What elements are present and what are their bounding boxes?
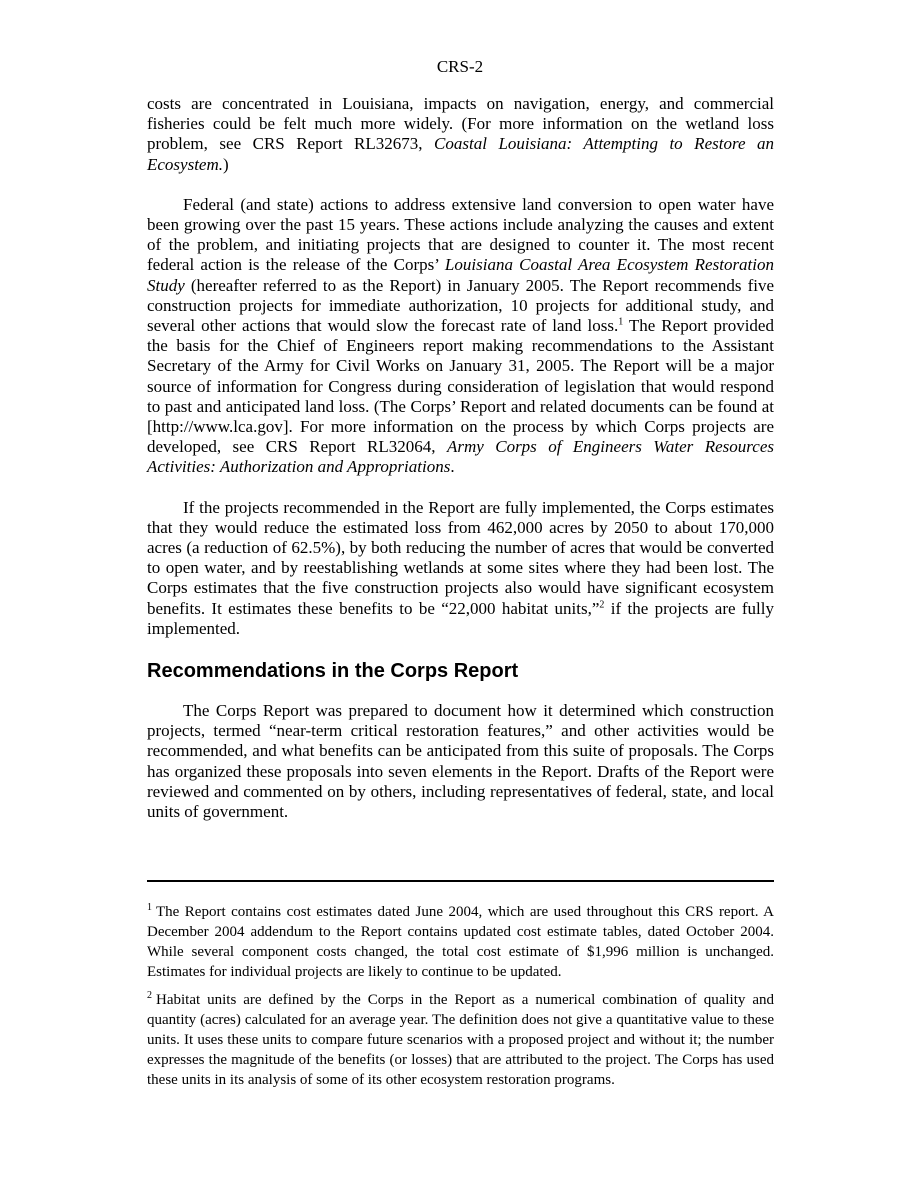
report-title-italic: Army Corps of Engineers Water Resources Activities: Authorization and Appropriations xyxy=(147,437,774,477)
paragraph-continuation xyxy=(147,94,774,175)
footnote-text: Habitat units are defined by the Corps in the Report as a numerical combination of quality and quantity (acres) calculated for an average year. The definition does not give a quantitative value to these units. It uses these units to compare future scenarios with a proposed project and without it; the number expresses the magnitude of the benefits (or losses) that are attributed to the project. The Corps has used these units in its analysis of some of its other ecosystem restoration programs. xyxy=(147,992,774,1088)
text-run: ) xyxy=(223,154,229,174)
paragraph-federal-actions xyxy=(147,195,774,478)
section-heading: Recommendations in the Corps Report xyxy=(147,660,519,683)
report-title-italic: Coastal Louisiana: Attempting to Restore an Ecosystem. xyxy=(147,134,774,174)
text-run: costs are concentrated in Louisiana, impacts on navigation, energy, and commercial fisheries could be felt much more widely. (For more information on the wetland loss problem, see CRS Report RL32673, xyxy=(147,94,774,154)
footnote-1 xyxy=(147,902,774,982)
text-run: If the projects recommended in the Report are fully implemented, the Corps estimates that they would reduce the estimated loss from 462,000 acres by 2050 to about 170,000 acres (a reduction of 62.5%), by both reducing the number of acres that would be converted to open water, and by reestablishing wetlands at some sites where they had been lost. The Corps estimates that the five construction projects also would have significant ecosystem benefits. It estimates these benefits to be “22,000 habitat units,” xyxy=(147,497,774,618)
footnote-ref-1: 1 xyxy=(618,316,624,328)
footnote-ref-2: 2 xyxy=(599,599,605,611)
study-title-italic: Louisiana Coastal Area Ecosystem Restoration Study xyxy=(147,255,775,295)
footnote-divider xyxy=(147,880,774,882)
footnote-2 xyxy=(147,990,774,1090)
footnote-text: The Report contains cost estimates dated June 2004, which are used throughout this CRS report. A December 2004 addendum to the Report contains updated cost estimate tables, dated October 2004. While several component costs changed, the total cost estimate of $1,996 million is unchanged. Estimates for individual projects are likely to continue to be updated. xyxy=(147,904,774,980)
footnote-number: 2 xyxy=(147,990,152,1001)
paragraph-recommendations: The Corps Report was prepared to document how it determined which construction projects, termed “near-term critical restoration features,” and other activities would be recommended, and what benefits can be anticipated from this suite of proposals. The Corps has organized these proposals into seven elements in the Report. Drafts of the Report were reviewed and commented on by others, including representatives of federal, state, and local units of government. xyxy=(147,701,774,822)
footnote-number: 1 xyxy=(147,902,152,913)
paragraph-projects-estimate xyxy=(147,498,774,639)
footnotes xyxy=(147,902,774,1098)
body-text xyxy=(147,94,774,822)
text-run: The Report provided the basis for the Chief of Engineers report making recommendations to the Assistant Secretary of the Army for Civil Works on January 31, 2005. The Report will be a major source of information for Congress during consideration of legislation that would respond to past and anticipated land loss. (The Corps’ Report and related documents can be found at [http://www.lca.gov]. For more information on the process by which Corps projects are developed, see CRS Report RL32064, xyxy=(147,316,774,457)
text-run: (hereafter referred to as the Report) in January 2005. The Report recommends five construction projects for immediate authorization, 10 projects for additional study, and several other actions that would slow the forecast rate of land loss. xyxy=(147,275,774,336)
text-run: Federal (and state) actions to address extensive land conversion to open water have been growing over the past 15 years. These actions include analyzing the causes and extent of the problem, and initiating projects that are designed to counter it. The most recent federal action is the release of the Corps’ xyxy=(147,194,774,275)
page-header: CRS-2 xyxy=(436,57,484,76)
text-run: . xyxy=(450,457,455,477)
text-run: if the projects are fully implemented. xyxy=(147,598,774,638)
